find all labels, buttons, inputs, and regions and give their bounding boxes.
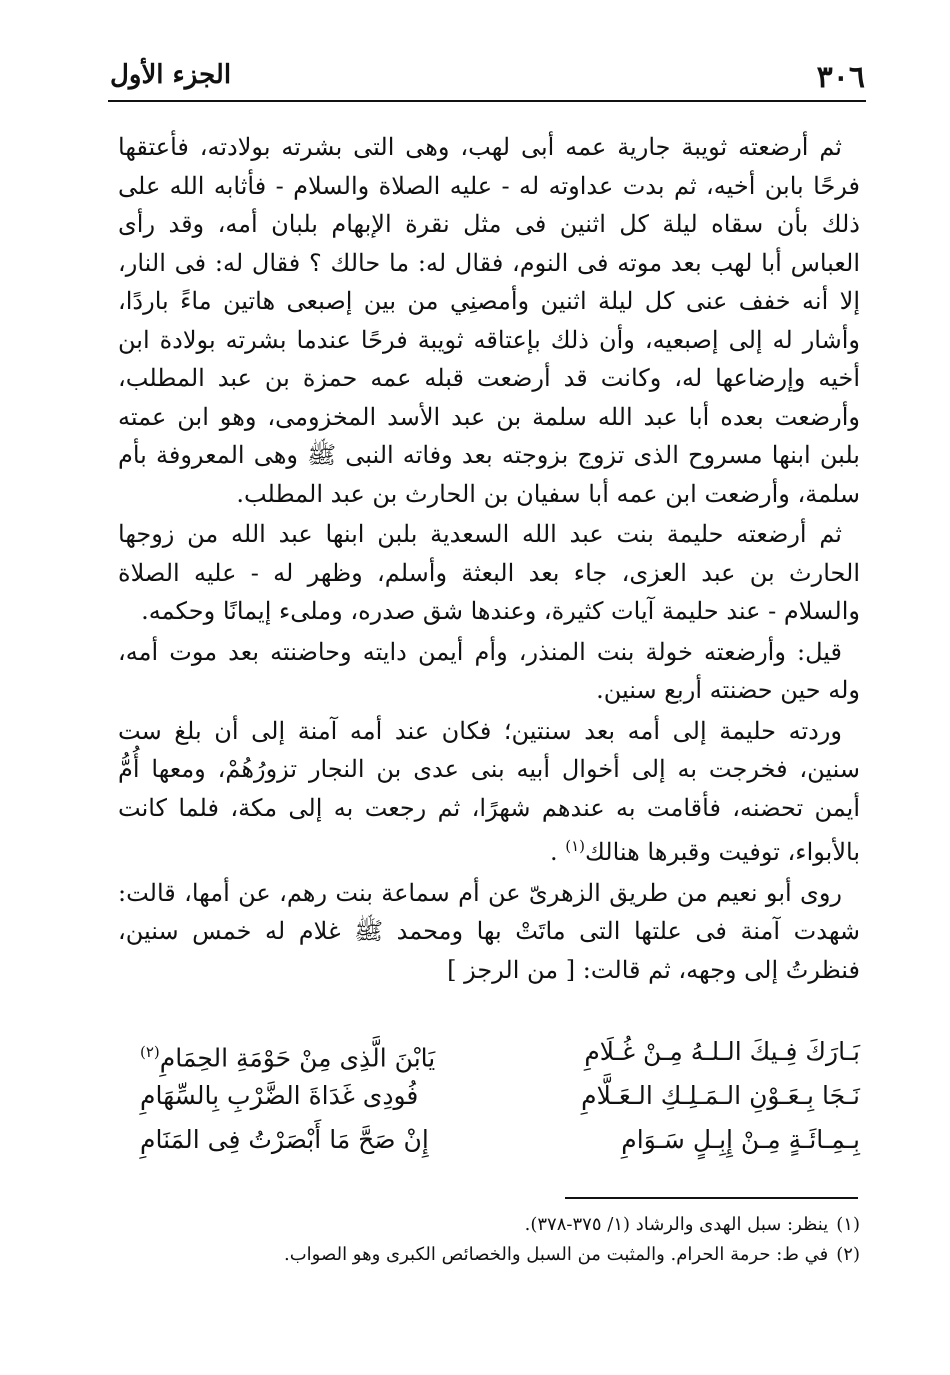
paragraph: وردته حليمة إلى أمه بعد سنتين؛ فكان عند أمه آمنة إلى أن بلغ ست سنين، فخرجت به إلى أخوال أبيه بنى عدى بن النجار تزورُهُمْ، ومعها أُمُّ أيمن تحضنه، فأقامت به عندهم شهرًا، ثم رجعت به إلى مكة، فلما كانت بالأبواء، توفيت وقبرها هنالك$^{(١)}$ . — [118, 716, 860, 866]
paragraph: روى أبو نعيم من طريق الزهرىّ عن أم سماعة بنت رهم، عن أمها، قالت: شهدت آمنة فى علتها التى ماتَتْ بها ومحمد ﷺ غلام له خمس سنين، فنظرتُ إلى وجهه، ثم قالت: [ من الرجز ] — [118, 878, 860, 984]
footnote-text: ينظر: سبل الهدى والرشاد (١/ ٣٧٥-٣٧٨). — [524, 1214, 829, 1235]
page-number: ٣٠٦ — [816, 60, 865, 95]
footnote-number: (٢) — [836, 1244, 860, 1265]
footnote-text: في ط: حرمة الحرام. والمثبت من السبل والخصائص الكبرى وهو الصواب. — [284, 1244, 829, 1265]
verse-second-hemistich: يَابْنَ الَّذِى مِنْ حَوْمَةِ الحِمَامِ$^{(٢)}$ — [140, 1043, 436, 1073]
poem — [140, 1030, 860, 1162]
running-title: الجزء الأول — [110, 60, 232, 90]
poem-verse — [140, 1030, 860, 1074]
footnote-number: (١) — [836, 1214, 860, 1235]
paragraph: قيل: وأرضعته خولة بنت المنذر، وأم أيمن دايته وحاضنته بعد موت أمه، وله حين حضنته أربع سنين. — [118, 637, 860, 704]
poem-verse — [140, 1074, 860, 1118]
verse-second-hemistich: فُودِى غَدَاةَ الضَّرْبِ بِالسِّهَامِ — [140, 1081, 419, 1110]
page-header — [110, 58, 865, 102]
verse-second-hemistich: إِنْ صَحَّ مَا أَبْصَرْتُ فِى المَنَامِ — [140, 1125, 429, 1154]
paragraph: ثم أرضعته ثويبة جارية عمه أبى لهب، وهى التى بشرته بولادته، فأعتقها فرحًا بابن أخيه، ثم بدت عداوته له - عليه الصلاة والسلام - فأثابه الله على ذلك بأن سقاه ليلة كل اثنين فى مثل نقرة الإبهام بلبان أمه، وقد رأى العباس أبا لهب بعد موته فى النوم، فقال له: ما حالك ؟ فقال له: فى النار، إلا أنه خفف عنى كل ليلة اثنين وأمصنِي من بين إصبعى هاتين ماءً باردًا، وأشار له إلى إصبعيه، وأن ذلك بإعتاقه ثويبة فرحًا عندما بشرته بولادة ابن أخيه وإرضاعها له، وكانت قد أرضعت قبله عمه حمزة بن عبد المطلب، وأرضعت بعده أبا عبد الله سلمة بن عبد الأسد المخزومى، وهو ابن عمته بلبن ابنها مسروح الذى تزوج بزوجته بعد وفاته النبى ﷺ وهى المعروفة بأم سلمة، وأرضعت ابن عمه أبا سفيان بن الحارث بن عبد المطلب. — [118, 133, 860, 508]
verse-first-hemistich: بِـمِـائَـةٍ مِـنْ إِبِـلٍ سَـوَامِ — [621, 1125, 860, 1154]
header-rule — [108, 100, 866, 102]
footnote-rule — [565, 1197, 858, 1199]
paragraph: ثم أرضعته حليمة بنت عبد الله السعدية بلبن ابنها عبد الله من زوجها الحارث بن عبد العزى، جاء بعد البعثة وأسلم، وظهر له - عليه الصلاة والسلام - عند حليمة آيات كثيرة، وعندها شق صدره، وملىء إيمانًا وحكمه. — [118, 520, 860, 625]
verse-first-hemistich: بَـارَكَ فِـيكَ الـلـهُ مِـنْ غُـلَامِ — [584, 1037, 860, 1066]
footnotes — [120, 1210, 860, 1270]
footnote — [120, 1240, 860, 1270]
verse-first-hemistich: نَـجَا بِـعَـوْنِ الـمَـلِـكِ الـعَـلَّامِ — [581, 1081, 860, 1110]
footnote-reference: (١) — [565, 837, 586, 855]
body-text — [118, 128, 860, 991]
footnote-reference: (٢) — [140, 1043, 160, 1061]
poem-verse — [140, 1118, 860, 1162]
footnote — [120, 1210, 860, 1240]
